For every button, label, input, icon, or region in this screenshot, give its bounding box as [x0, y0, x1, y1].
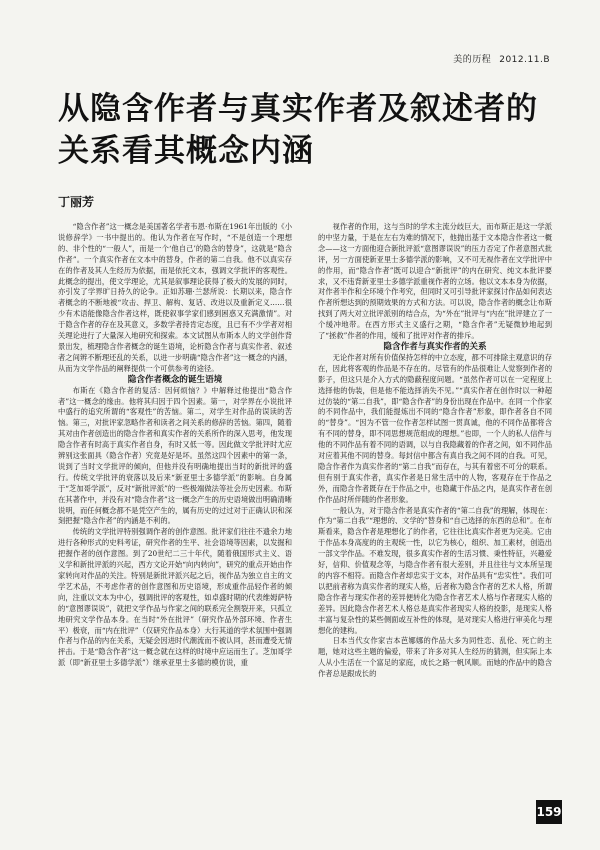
body-paragraph: 视作者的作用，这与当时的学术主流分歧巨大，而布斯正是这一学派的中坚力量，于是在左右为难的情况下，他抛出基于文本隐含作者这一概念——这一方面他迎合新批评派“意图谬误说”的压力否定了作者意图式批评，另一方面使新亚里士多德学派的影响，又不可无视作者在文学批评中的作用，而“隐含作者”既可以迎合“新批评”的内在研究、纯文本批评要求，又不违背新亚里士多德学派重视作者的立场。他以文本本身为依据，对作者半作和全环境个作考究，但同时又可引导批评家探讨作品如何表达作者所想达到的预期效果的方式和方法。可以说，隐含作者的概念让布斯找到了两大对立批评派别的结合点，为“外在”批评与“内在”批评建立了一个缓冲地带。在西方形式主义盛行之期，“隐含作者”无疑微妙地起到了“拯救”作者的作用，缓和了批评对作者的排斥。 — [318, 222, 552, 341]
section-heading-context: 隐含作者概念的诞生语境 — [127, 374, 223, 385]
article-title: 从隐含作者与真实作者及叙述者的关系看其概念内涵 — [58, 91, 538, 169]
issue-number: 2012.11.B — [499, 55, 550, 65]
body-paragraph: 日本当代女作家吉本芭娜娜的作品大多为同性恋、乱伦、死亡的主题，她对这些主题的偏爱，带来了许多对其人生经历的猜测，但实际上本人从小生活在一个富足的家庭，成长之路一帆风顺。而她的作品中的隐含作者总是跟成长的 — [318, 636, 552, 679]
body-paragraph: 传统的文学批评特别强调作者的创作意图。批评家们往往不遗余力地进行各种形式的史料考证，研究作者的生平、社会语境等因素，以发掘和把握作者的创作意图。到了20世纪二三十年代，随着俄国形式主义、语义学和新批评派的兴起，西方文论开始“向内转向”，研究的重点开始由作家转向对作品的关注。特别是新批评派兴起之后，视作品为独立自主的文学艺术品，不考虑作者的创作意图和历史语境，形成重作品轻作者的倾向，注重以文本为中心，强调批评的客观性，如卓盛时期的代表维姆萨特的“意图谬误说”，就把文学作品与作家之间的联系完全割裂开来，只孤立地研究文学作品本身。在当时“外在批评”（研究作品外部环境、作者生平）极衰，而“内在批评”（仅研究作品本身）大行其道的学术氛围中强调作者与作品的内在关系，无疑会因进时代潮流而不被认同，甚而遭受无情抨击。于是“隐含作者”这一概念就在这样的时境中应运而生了。芝加哥学派（即“新亚里士多德学派”）继承亚里士多德的模仿说，重 — [58, 527, 292, 668]
left-column — [58, 222, 292, 802]
body-paragraph: 无论作者对所有价值保持怎样的中立态度，都不可排除主观意识的存在，因此将客观的作品是不存在的。尽管有的作品很难让人觉察到作者的影子，但这只是介入方式的隐蔽程度问题。“虽然作者可以在一定程度上选择他的伪装，但是他不能选择消失不见。”“真实作者在创作时以一种超过仿装的“第二自我”，即“隐含作者”的身份出现在作品中。在同一个作家的不同作品中，我们能提炼出不同的“隐含作者”形象，即作者各自不同的“替身”。“因为不管一位作者怎样试图一贯真诚，他的不同作品都将含有不同的替身，即不同思想规范组成的理想。”也即，一个人的私人信件与他的不同作品有着不同的语调，以与自我隐藏着的作者之间，如不同作品对应着其他不同的替身。每封信中都含有真自我之间不同的自我。可见，隐含作者作为真实作者的“第二自我”而存在，与其有着密不可分的联系。但有别于真实作者，真实作者是日常生活中的人物，客观存在于作品之外，而隐含作者既存在于作品之中，也隐藏于作品之内，是真实作者在创作作品时所伴随的作者形象。 — [318, 352, 552, 504]
body-paragraph: 一般认为，对于隐含作者是真实作者的“第二自我”的理解，体现在：作为“第二自我”“理想的、文学的”替身和“自己选择的东西的总和”。在布斯看来，隐含作者是理想化了的作者，它往往比真实作者更为完美。它由于作品本身高度的的主观统一性，以它为核心，组织、加工素材，创造出一部文学作品。不难发现，很多真实作者的生活习惯、秉性特征，兴趣爱好，信仰、价值观念等，与隐含作者有很大差别，并且往往与文本所呈现的内容不相符。而隐含作者却忠实于文本，对作品具有“忠实性”。我们可以把前者称为真实作者的现实人格，后者称为隐含作者的艺术人格，所谓隐含作者与现实作者的差异便转化为隐含作者艺术人格与作者现实人格的差异。因此隐含作者艺术人格总是真实作者现实人格的投影，是现实人格丰富与复杂性的某些侧面或互补性的体现，是对现实人格进行审美化与理想化的建构。 — [318, 505, 552, 635]
author-name: 丁丽芳 — [58, 195, 95, 209]
running-header — [453, 52, 550, 65]
section-heading-relation: 隐含作者与真实作者的关系 — [383, 341, 487, 352]
page-number: 159 — [536, 800, 562, 824]
right-column — [318, 222, 552, 800]
journal-name: 美的历程 — [453, 55, 492, 65]
intro-paragraph: “隐含作者”这一概念是美国著名学者韦恩·布斯在1961年出版的《小说修辞学》一书中提出的。他认为作者在写作时，“不是创造一个理想的、非个性的“一般人”，而是一个‘他自己’的隐含的替身”，这就是“隐含作者”。一个真实作者在文本中的替身，作者的第二自我。他不以真实存在的作者及其人生经历为依据，而是依托文本，强调文学批评的客观性。此概念的提出，使文学理论，尤其是叙事理论获得了极大的发展的同时，亦引发了学界旷日持久的论争。正如苏珊·兰瑟所说：长期以来，隐含作者概念的不断地被“攻击、捍卫、解构、复话、改进以及重新定义……很少有术语能像隐含作者这样，既使叙事学家们感到困惑又充满激情”。对于隐含作者的存在及其意义，多数学者持肯定态度，且已有不少学者对相关理论进行了大量深入地研究和探索。本文试图从布斯本人的文学创作背景出发，梳理隐含作者概念的诞生语境，论析隐含作者与真实作者、叙述者之间辨不断理还乱的关系，以进一步明确“隐含作者”这一概念的内涵，从而为文学作品的阐释提供一个可供参考的途径。 — [58, 222, 292, 373]
body-paragraph: 布斯在《隐含作者的复活：因何烦恼？》中解释过他提出“隐含作者”这一概念的缘由。他将其归因于四个因素。第一，对学界在小说批评中盛行的追究所谓的“客观性”的苦恼。第二，对学生对作品的误读的苦恼。第三，对批评家忽略作者和读者之间关系的修辞的苦恼。第四，随着其对由作者创造出的隐含作者和真实作者的关系所作的深入思考，他发现隐含作者有时高于真实作者自身，有时又低一等。因此做文学批评时尤应辨别这张面具（隐含作者）究竟是好是坏。虽然这四个因素中的第一条，说到了当时文学批评的倾向，但他并没有明确地提出当时的新批评的盛行。传统文学批评的衰落以及后来“新亚里士多德学派”的影响。自身属于“芝加哥学派”，反对“新批评派”的一些极端做法等社会历史因素。布斯在其著作中，并没有对“隐含作者”这一概念产生的历史语境做出明确清晰说明，而任何概念都不是凭空产生的，属有历史的过过对于正确认识和深刻把握“隐含作者”的内涵是不利的。 — [58, 385, 292, 526]
